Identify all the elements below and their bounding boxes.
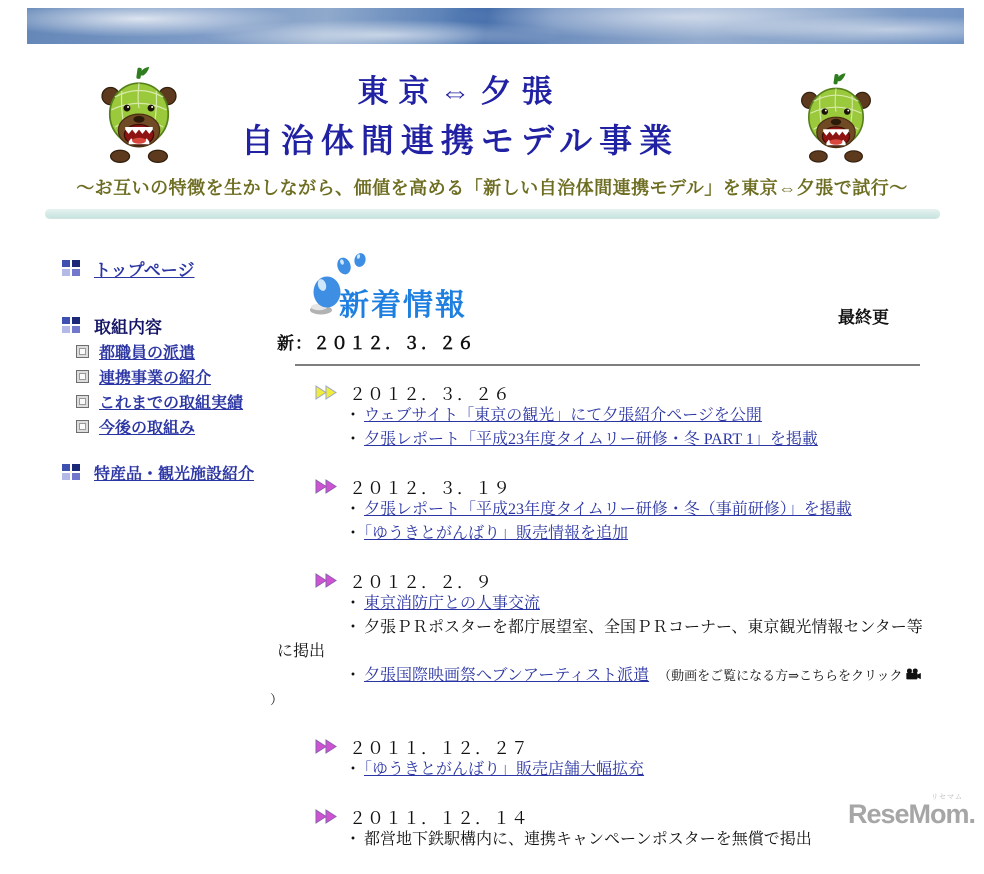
square-bullet-icon <box>76 395 89 408</box>
sidebar-item-cooperation[interactable] <box>76 365 211 388</box>
square-bullet-icon <box>76 420 89 433</box>
news-heading: 新着情報 <box>339 289 467 322</box>
news-item <box>270 828 932 852</box>
sidebar-item-results[interactable] <box>76 390 243 413</box>
news-date-line <box>270 380 932 404</box>
double-arrow-icon <box>315 809 337 824</box>
news-date: ２０１２．３．１９ <box>349 478 511 498</box>
news-link[interactable]: 「ゆうきとがんばり」販売情報を追加 <box>364 525 629 542</box>
grid-squares-icon <box>62 260 81 277</box>
news-item <box>270 498 932 522</box>
item-bullet: ・ <box>345 761 362 778</box>
double-arrow-icon <box>315 573 337 588</box>
news-item <box>270 616 932 640</box>
sidebar-link-top-page[interactable]: トップページ <box>94 261 195 280</box>
site-subtitle: ～お互いの特徴を生かしながら、価値を高める「新しい自治体間連携モデル」を東京⇔夕張で試行～ <box>76 178 908 198</box>
sidebar-item-products[interactable] <box>62 461 254 484</box>
news-date: ２０１１．１２．２７ <box>349 738 529 758</box>
melon-bear-mascot-left <box>96 66 182 164</box>
site-title-line2: 自治体間連携モデル事業 <box>240 124 680 160</box>
news-heading-block <box>306 252 526 322</box>
sidebar-item-top-page[interactable] <box>62 256 194 281</box>
sidebar-item-dispatch[interactable] <box>76 340 195 363</box>
news-link[interactable]: 「ゆうきとがんばり」販売店舗大幅拡充 <box>364 761 645 778</box>
news-item <box>270 522 932 546</box>
sidebar <box>60 252 275 502</box>
news-date-line <box>270 568 932 592</box>
news-date-line <box>270 734 932 758</box>
item-bullet: ・ <box>345 431 362 448</box>
news-entry <box>270 474 932 546</box>
news-entry <box>270 804 932 852</box>
double-arrow-icon <box>315 479 337 494</box>
item-bullet: ・ <box>345 595 362 612</box>
item-bullet: ・ <box>345 619 362 636</box>
news-item <box>270 758 932 782</box>
news-item <box>270 428 932 452</box>
news-link[interactable]: 夕張レポート「平成23年度タイムリー研修・冬 PART 1」を掲載 <box>364 431 818 448</box>
news-item <box>270 664 932 688</box>
video-note-continuation: ） <box>270 692 284 707</box>
item-bullet: ・ <box>345 525 362 542</box>
item-bullet: ・ <box>345 667 362 684</box>
news-text: 夕張ＰＲポスターを都庁展望室、全国ＰＲコーナー、東京観光情報センター等 <box>364 619 923 636</box>
sky-banner-image <box>27 8 964 44</box>
news-link[interactable]: ウェブサイト「東京の観光」にて夕張紹介ページを公開 <box>364 407 762 424</box>
news-link[interactable]: 東京消防庁との人事交流 <box>364 595 541 612</box>
news-entry <box>270 380 932 452</box>
sidebar-link-results[interactable]: これまでの取組実績 <box>99 395 244 412</box>
video-note: （動画をご覧になる方⇒こちらをクリック <box>658 668 903 683</box>
news-link[interactable]: 夕張国際映画祭へブンアーティスト派遣 <box>364 667 650 684</box>
resemom-logo-text: ReseMom. <box>847 799 975 829</box>
news-date: ２０１１．１２．１４ <box>349 808 529 828</box>
sidebar-link-products[interactable]: 特産品・観光施設紹介 <box>94 466 255 483</box>
news-list <box>270 380 932 874</box>
news-text-continuation: に掲出 <box>277 643 326 660</box>
site-title <box>180 74 740 162</box>
item-bullet: ・ <box>345 501 362 518</box>
news-text: 都営地下鉄駅構内に、連携キャンペーンポスターを無償で掲出 <box>364 831 812 848</box>
item-bullet: ・ <box>345 407 362 424</box>
double-arrow-icon <box>315 385 337 400</box>
sidebar-section-label: 取組内容 <box>94 318 162 337</box>
grid-squares-icon <box>62 464 81 481</box>
resemom-watermark <box>847 794 975 830</box>
sidebar-link-future[interactable]: 今後の取組み <box>99 420 196 437</box>
news-date: ２０１２．３．２６ <box>349 384 511 404</box>
sidebar-link-dispatch[interactable]: 都職員の派遣 <box>99 345 196 362</box>
last-updated-line2: 新：２０１２．３．２６ <box>277 334 475 353</box>
square-bullet-icon <box>76 370 89 383</box>
news-entry <box>270 568 932 712</box>
item-bullet: ・ <box>345 831 362 848</box>
movie-camera-icon[interactable] <box>905 668 921 681</box>
news-item <box>270 404 932 428</box>
news-link[interactable]: 夕張レポート「平成23年度タイムリー研修・冬（事前研修）」を掲載 <box>364 501 852 518</box>
divider-line <box>295 364 920 366</box>
news-item <box>270 592 932 616</box>
sidebar-item-future[interactable] <box>76 415 195 438</box>
sidebar-section-torikumi <box>62 313 162 338</box>
double-arrow-icon <box>315 739 337 754</box>
melon-bear-mascot-right <box>796 72 876 164</box>
news-date: ２０１２．２．９ <box>349 572 493 592</box>
grid-squares-icon <box>62 317 81 334</box>
news-date-line <box>270 474 932 498</box>
site-title-line1: 東京⇔夕張 <box>357 74 563 109</box>
resemom-ruby: リセマム <box>931 794 963 801</box>
news-entry <box>270 734 932 782</box>
last-updated-line1: 最終更 <box>838 308 889 327</box>
news-date-line <box>270 804 932 828</box>
square-bullet-icon <box>76 345 89 358</box>
teal-divider <box>45 209 940 218</box>
sidebar-link-cooperation[interactable]: 連携事業の紹介 <box>99 370 212 387</box>
